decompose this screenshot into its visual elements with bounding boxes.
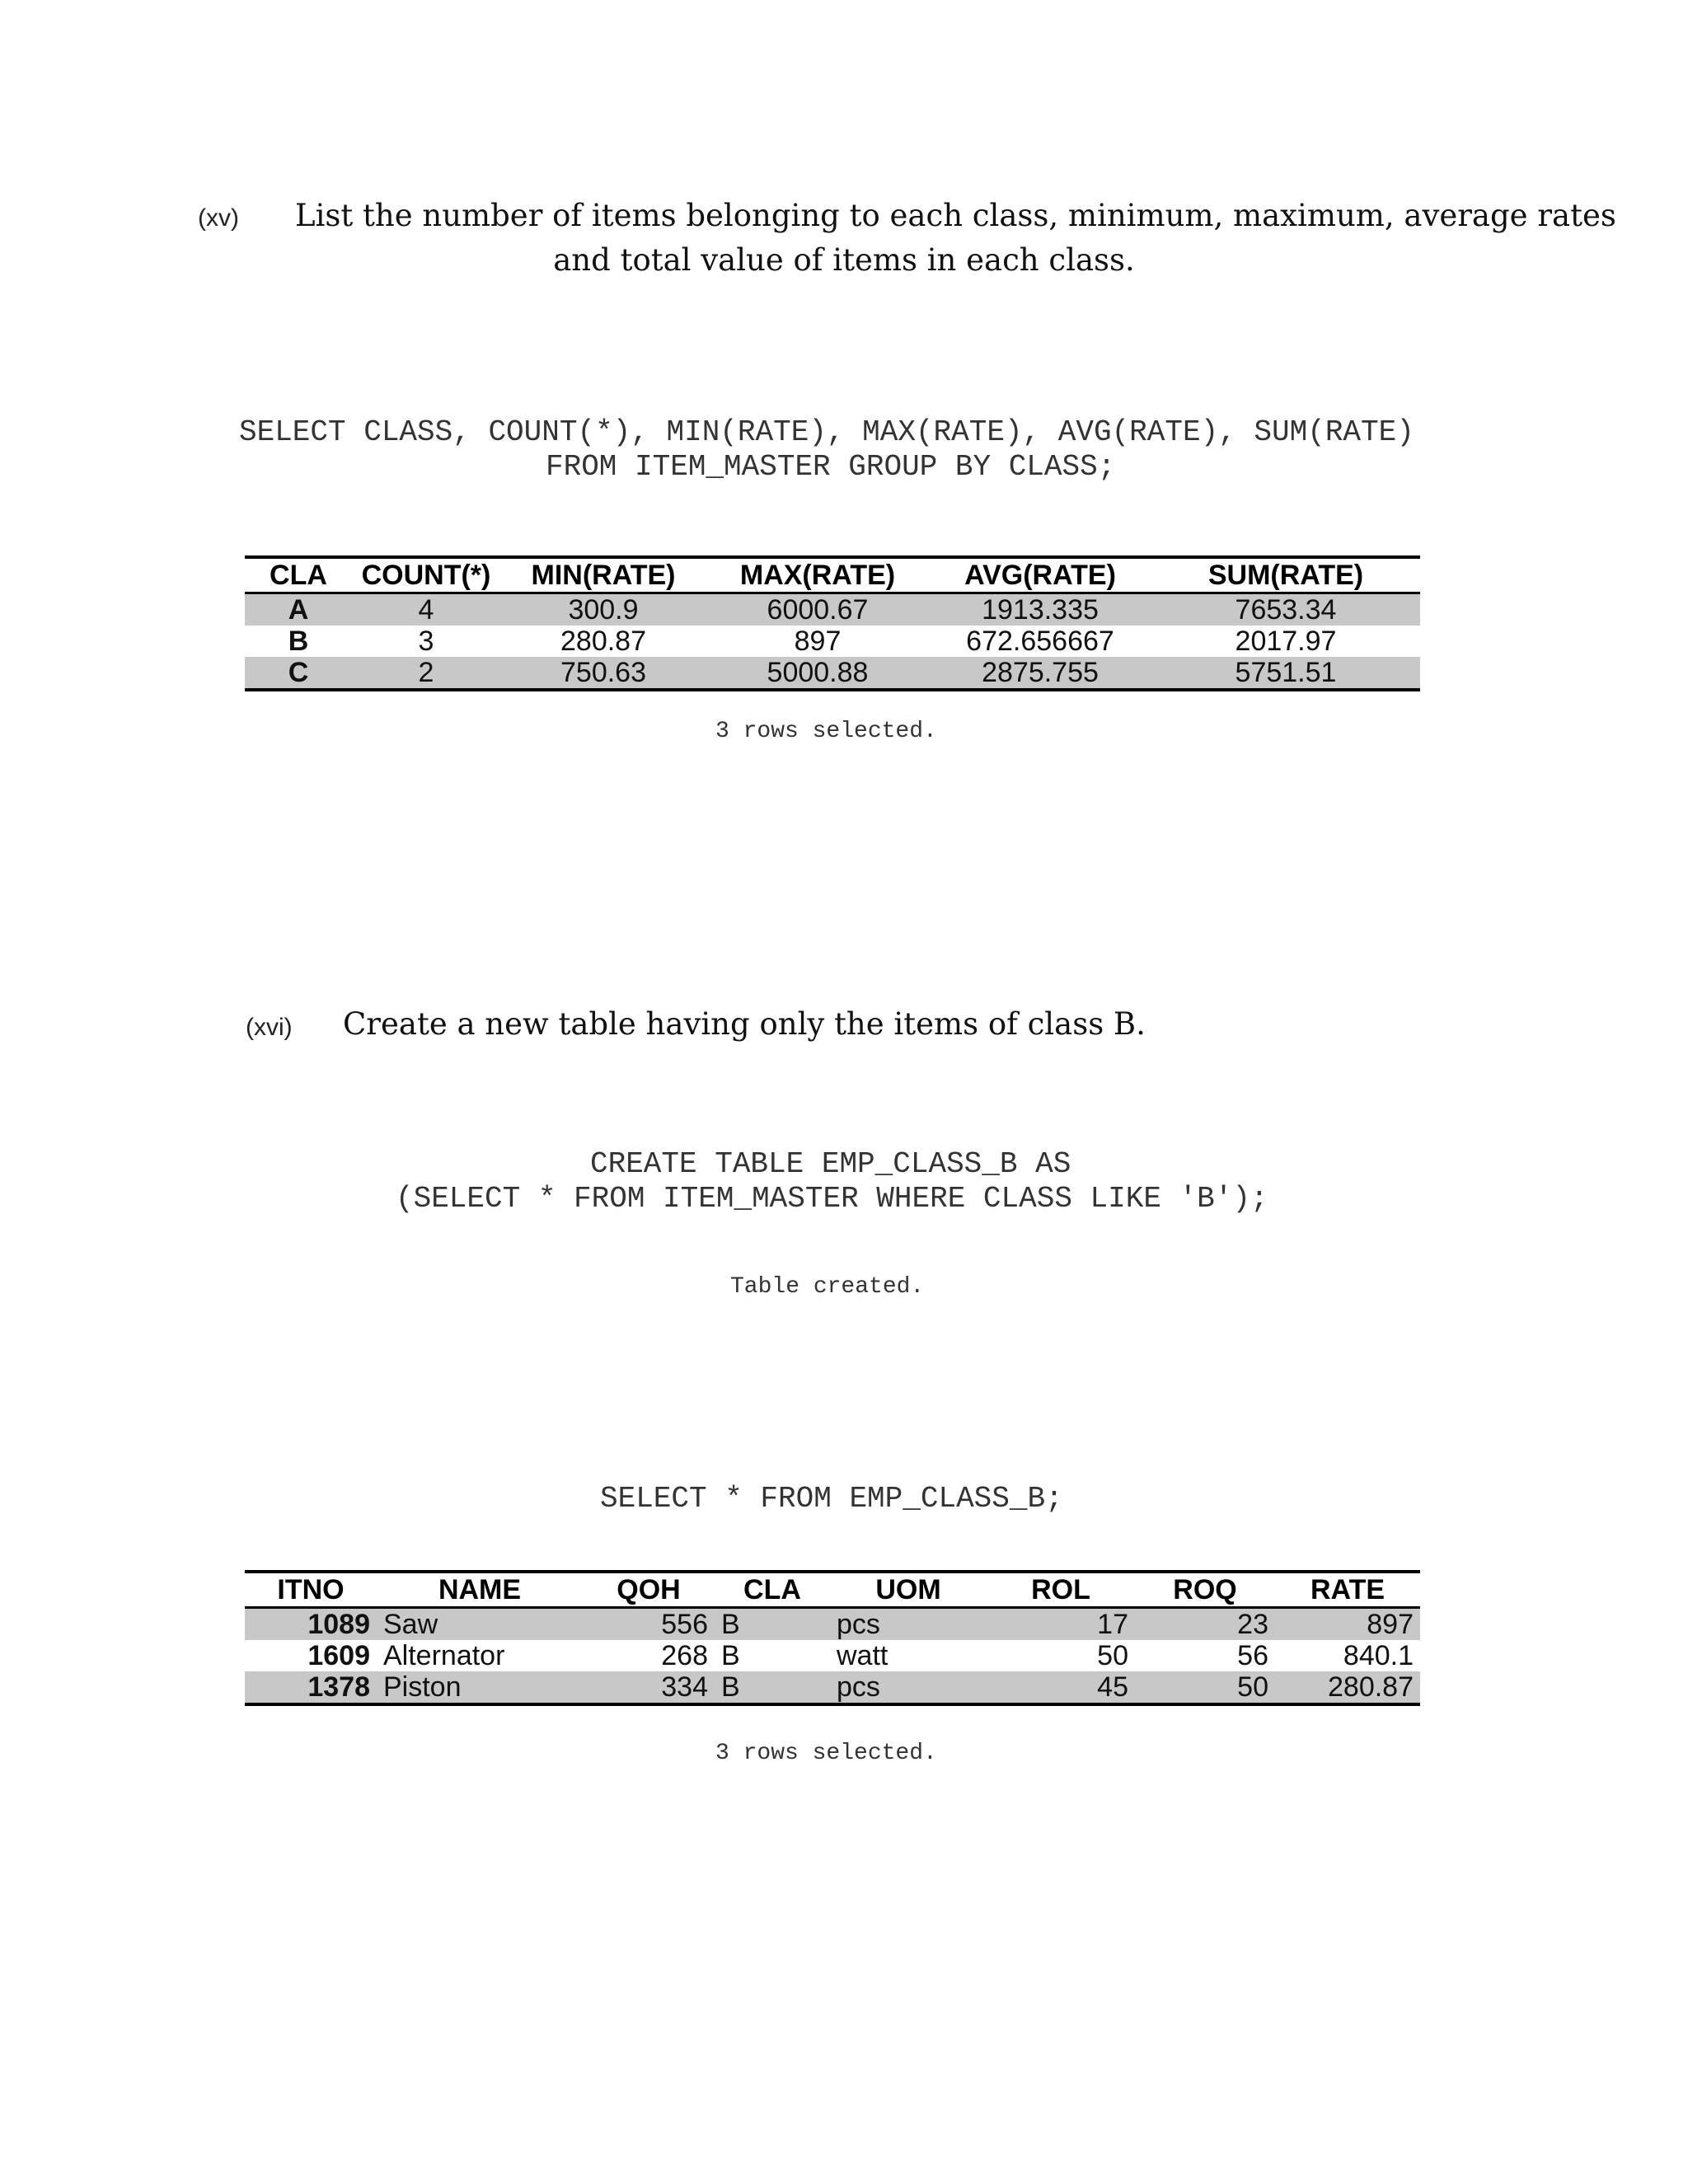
sql-query-line2: FROM ITEM_MASTER GROUP BY CLASS; [546, 450, 1116, 484]
cell-roq: 56 [1237, 1640, 1268, 1671]
sql-create-line2: (SELECT * FROM ITEM_MASTER WHERE CLASS LIKE 'B'); [396, 1182, 1268, 1216]
cell-rate: 840.1 [1343, 1640, 1414, 1671]
sql-create-line1: CREATE TABLE EMP_CLASS_B AS [590, 1147, 1071, 1181]
cell-count: 3 [418, 626, 434, 657]
table-row [245, 657, 1420, 690]
table-header-row [245, 557, 1420, 593]
cell-name: Saw [377, 1608, 583, 1641]
question-text-line2: and total value of items in each class. [553, 242, 1135, 278]
col-header-uom: UOM [830, 1572, 987, 1608]
cell-avg-rate: 672.656667 [966, 626, 1114, 657]
table-row [245, 1640, 1420, 1671]
cell-itno: 1089 [245, 1608, 377, 1641]
col-header-rate: RATE [1275, 1572, 1420, 1608]
create-message: Table created. [730, 1274, 925, 1300]
cell-cla: B [715, 1608, 830, 1641]
col-header-rol: ROL [987, 1572, 1135, 1608]
sql-select: SELECT * FROM EMP_CLASS_B; [600, 1482, 1063, 1516]
col-header-max-rate: MAX(RATE) [706, 557, 929, 593]
table-header-row [245, 1572, 1420, 1608]
result-message: 3 rows selected. [715, 1741, 937, 1766]
cell-itno: 1609 [307, 1640, 370, 1671]
col-header-name: NAME [377, 1572, 583, 1608]
class-summary-table [245, 555, 1420, 691]
sql-query-line1: SELECT CLASS, COUNT(*), MIN(RATE), MAX(RATE), AVG(RATE), SUM(RATE) [239, 415, 1414, 449]
cell-sum-rate: 2017.97 [1235, 626, 1337, 657]
cell-rol: 45 [987, 1671, 1135, 1704]
cell-roq: 23 [1135, 1608, 1275, 1641]
cell-sum-rate: 5751.51 [1151, 657, 1420, 690]
cell-avg-rate: 2875.755 [929, 657, 1151, 690]
cell-cla: B [715, 1671, 830, 1704]
cell-name: Piston [377, 1671, 583, 1704]
cell-count: 2 [352, 657, 500, 690]
col-header-cla: CLA [245, 557, 352, 593]
cell-min-rate: 280.87 [560, 626, 646, 657]
cell-rol: 50 [1097, 1640, 1128, 1671]
question-number-xv: (xv) [198, 204, 239, 232]
table-row [245, 1671, 1420, 1704]
class-b-items-table [245, 1570, 1420, 1706]
table-row [245, 626, 1420, 657]
cell-count: 4 [352, 593, 500, 626]
cell-avg-rate: 1913.335 [929, 593, 1151, 626]
cell-class: C [245, 657, 352, 690]
col-header-count: COUNT(*) [352, 557, 500, 593]
cell-rate: 897 [1275, 1608, 1420, 1641]
cell-sum-rate: 7653.34 [1151, 593, 1420, 626]
cell-qoh: 556 [583, 1608, 715, 1641]
cell-qoh: 334 [583, 1671, 715, 1704]
cell-itno: 1378 [245, 1671, 377, 1704]
cell-uom: pcs [830, 1671, 987, 1704]
result-message: 3 rows selected. [715, 719, 937, 744]
cell-name: Alternator [383, 1640, 505, 1671]
cell-cla: B [721, 1640, 740, 1671]
cell-rate: 280.87 [1275, 1671, 1420, 1704]
col-header-min-rate: MIN(RATE) [500, 557, 706, 593]
cell-max-rate: 6000.67 [706, 593, 929, 626]
cell-min-rate: 300.9 [500, 593, 706, 626]
col-header-avg-rate: AVG(RATE) [929, 557, 1151, 593]
question-number-xvi: (xvi) [246, 1014, 293, 1041]
table-row [245, 1608, 1420, 1641]
question-text: Create a new table having only the items of class B. [343, 1006, 1146, 1042]
col-header-itno: ITNO [245, 1572, 377, 1608]
col-header-qoh: QOH [583, 1572, 715, 1608]
col-header-roq: ROQ [1135, 1572, 1275, 1608]
table-row [245, 593, 1420, 626]
cell-max-rate: 897 [794, 626, 842, 657]
col-header-cla: CLA [715, 1572, 830, 1608]
cell-qoh: 268 [661, 1640, 708, 1671]
cell-roq: 50 [1135, 1671, 1275, 1704]
cell-max-rate: 5000.88 [706, 657, 929, 690]
cell-rol: 17 [987, 1608, 1135, 1641]
cell-class: B [288, 626, 309, 657]
question-text-line1: List the number of items belonging to each class, minimum, maximum, average rates [295, 198, 1616, 233]
cell-uom: pcs [830, 1608, 987, 1641]
question-text-line2-wrap [0, 242, 1688, 278]
cell-min-rate: 750.63 [500, 657, 706, 690]
cell-class: A [245, 593, 352, 626]
cell-uom: watt [837, 1640, 889, 1671]
col-header-sum-rate: SUM(RATE) [1151, 557, 1420, 593]
